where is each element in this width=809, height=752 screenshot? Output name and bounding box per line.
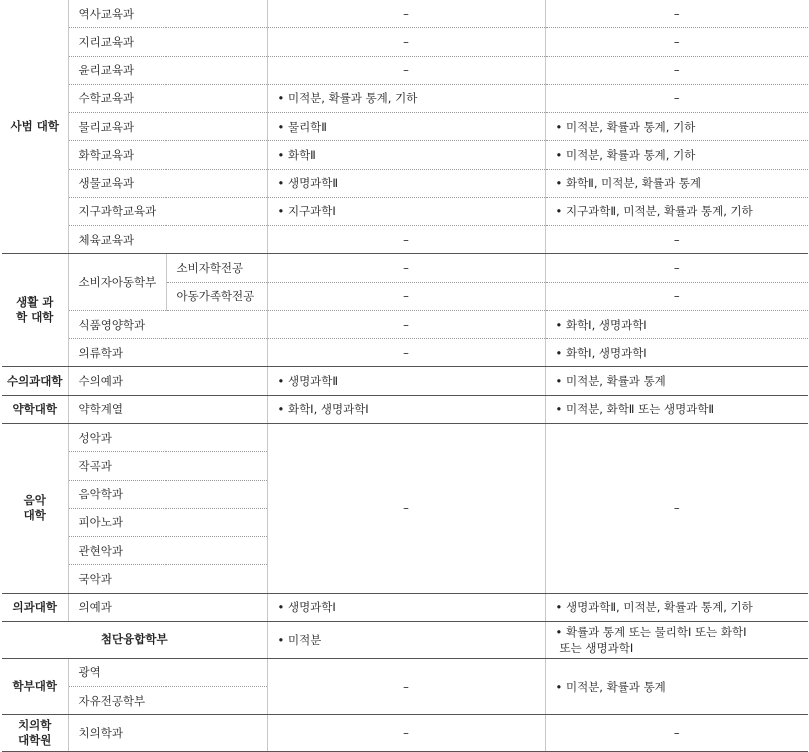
recommended-subjects: –: [545, 0, 808, 28]
college-name: 약학대학: [2, 395, 68, 423]
recommended-subjects: –: [545, 28, 808, 56]
recommended-subjects: • 화학Ⅰ, 생명과학Ⅰ: [545, 310, 808, 338]
table-row: [2, 423, 808, 451]
essential-subjects: –: [267, 658, 545, 715]
dept-name: 관현악과: [68, 537, 267, 565]
essential-subjects: • 화학Ⅱ: [267, 141, 545, 169]
essential-subjects: • 미적분: [267, 621, 545, 658]
dept-name: 음악학과: [68, 480, 267, 508]
table-row: [2, 0, 808, 28]
dept-name: 식품영양학과: [68, 310, 267, 338]
dept-name: 생물교육과: [68, 169, 267, 197]
essential-subjects: –: [267, 423, 545, 593]
table-row: [2, 310, 808, 338]
subject-requirements-table: [2, 0, 808, 752]
essential-subjects: • 지구과학Ⅰ: [267, 197, 545, 225]
dept-name: 윤리교육과: [68, 56, 267, 84]
dept-name: 의류학과: [68, 339, 267, 367]
recommended-subjects: –: [545, 423, 808, 593]
dept-name: 수의예과: [68, 367, 267, 395]
recommended-line-1: • 확률과 통계 또는 물리학Ⅰ 또는 화학Ⅰ: [555, 624, 747, 639]
college-name: 생활 과학 대학: [2, 254, 68, 367]
table-row: [2, 226, 808, 254]
recommended-subjects: • 지구과학Ⅱ, 미적분, 확률과 통계, 기하: [545, 197, 808, 225]
recommended-subjects: • 화학Ⅰ, 생명과학Ⅰ: [545, 339, 808, 367]
dept-name: 소비자아동학부: [68, 254, 166, 311]
dept-name: 국악과: [68, 565, 267, 593]
dept-name: 치의학과: [68, 715, 267, 752]
table-row: [2, 339, 808, 367]
dept-name: 지구과학교육과: [68, 197, 267, 225]
table-row: [2, 621, 808, 658]
recommended-subjects: • 화학Ⅱ, 미적분, 확률과 통계: [545, 169, 808, 197]
dept-name: 약학계열: [68, 395, 267, 423]
essential-subjects: –: [267, 56, 545, 84]
recommended-subjects: –: [545, 226, 808, 254]
college-name: 치의학 대학원: [2, 715, 68, 752]
table-row: [2, 141, 808, 169]
dept-name: 화학교육과: [68, 141, 267, 169]
college-name: 사범 대학: [2, 0, 68, 254]
table-row: [2, 56, 808, 84]
essential-subjects: –: [267, 226, 545, 254]
dept-name: 수학교육과: [68, 84, 267, 112]
recommended-subjects: –: [545, 282, 808, 310]
table-row: [2, 169, 808, 197]
essential-subjects: –: [267, 339, 545, 367]
essential-subjects: –: [267, 28, 545, 56]
recommended-subjects: • 미적분, 확률과 통계, 기하: [545, 113, 808, 141]
essential-subjects: • 물리학Ⅱ: [267, 113, 545, 141]
college-name: 학부대학: [2, 658, 68, 715]
recommended-subjects: –: [545, 254, 808, 282]
recommended-subjects: • 미적분, 확률과 통계: [545, 367, 808, 395]
college-name: 음악 대학: [2, 423, 68, 593]
recommended-subjects: [545, 621, 808, 658]
major-name: 아동가족학전공: [166, 282, 267, 310]
major-name: 소비자학전공: [166, 254, 267, 282]
essential-subjects: • 미적분, 확률과 통계, 기하: [267, 84, 545, 112]
college-name: 수의과대학: [2, 367, 68, 395]
dept-name: 체육교육과: [68, 226, 267, 254]
recommended-subjects: –: [545, 56, 808, 84]
college-name: 첨단융합학부: [2, 621, 267, 658]
recommended-subjects: • 미적분, 확률과 통계, 기하: [545, 141, 808, 169]
table-row: [2, 715, 808, 752]
dept-name: 피아노과: [68, 508, 267, 536]
college-name: 의과대학: [2, 593, 68, 621]
essential-subjects: • 생명과학Ⅱ: [267, 367, 545, 395]
table-row: [2, 254, 808, 282]
table-row: [2, 28, 808, 56]
essential-subjects: –: [267, 254, 545, 282]
dept-name: 역사교육과: [68, 0, 267, 28]
table-row: [2, 593, 808, 621]
essential-subjects: –: [267, 715, 545, 752]
table-row: [2, 197, 808, 225]
dept-name: 물리교육과: [68, 113, 267, 141]
essential-subjects: • 생명과학Ⅰ: [267, 593, 545, 621]
recommended-subjects: –: [545, 84, 808, 112]
table-row: [2, 113, 808, 141]
essential-subjects: –: [267, 310, 545, 338]
table-row: [2, 367, 808, 395]
essential-subjects: –: [267, 282, 545, 310]
essential-subjects: • 생명과학Ⅱ: [267, 169, 545, 197]
table-row: [2, 658, 808, 686]
recommended-subjects: –: [545, 715, 808, 752]
dept-name: 의예과: [68, 593, 267, 621]
dept-name: 광역: [68, 658, 267, 686]
table-row: [2, 395, 808, 423]
table-row: [2, 84, 808, 112]
recommended-subjects: • 미적분, 확률과 통계: [545, 658, 808, 715]
dept-name: 지리교육과: [68, 28, 267, 56]
dept-name: 성악과: [68, 423, 267, 451]
dept-name: 자유전공학부: [68, 687, 267, 715]
essential-subjects: • 화학Ⅰ, 생명과학Ⅰ: [267, 395, 545, 423]
recommended-line-2: 또는 생명과학Ⅰ: [559, 640, 634, 655]
dept-name: 작곡과: [68, 452, 267, 480]
essential-subjects: –: [267, 0, 545, 28]
recommended-subjects: • 미적분, 화학Ⅱ 또는 생명과학Ⅱ: [545, 395, 808, 423]
recommended-subjects: • 생명과학Ⅱ, 미적분, 확률과 통계, 기하: [545, 593, 808, 621]
